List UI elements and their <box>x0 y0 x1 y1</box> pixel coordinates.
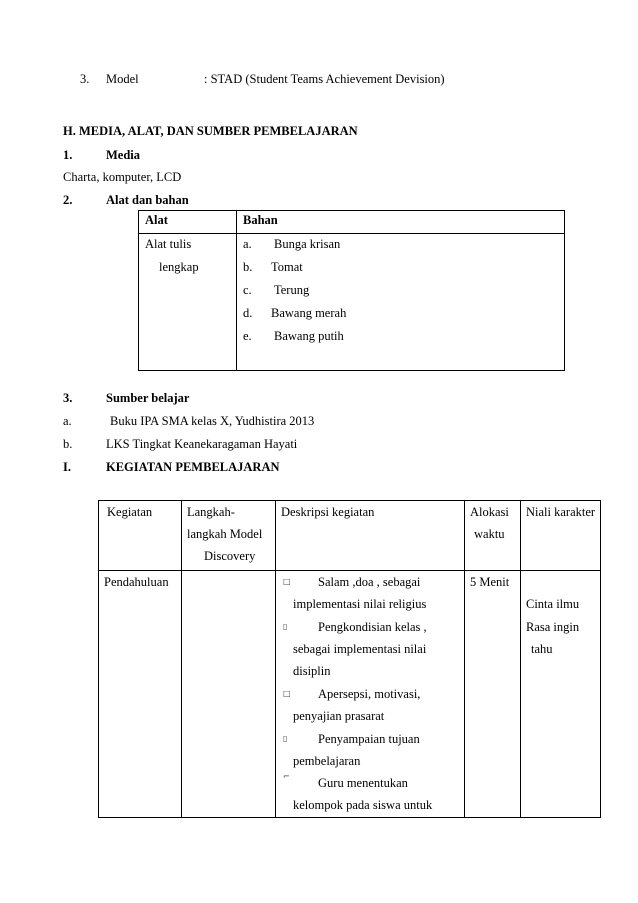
header-deskripsi: Deskripsi kegiatan <box>281 505 375 519</box>
deskripsi-line: kelompok pada siswa untuk <box>293 798 433 812</box>
bahan-item-text: Bawang merah <box>271 306 347 320</box>
sumber-label: Sumber belajar <box>106 391 190 405</box>
bahan-item-letter: b. <box>243 260 253 274</box>
alat-cell-line-2: lengkap <box>159 260 199 274</box>
bahan-item-letter: e. <box>243 329 252 343</box>
sumber-item-letter: b. <box>63 437 73 451</box>
bahan-item-letter: a. <box>243 237 252 251</box>
alat-header: Alat <box>145 213 168 227</box>
deskripsi-line: sebagai implementasi nilai <box>293 642 427 656</box>
deskripsi-line: Guru menentukan <box>318 776 408 790</box>
model-label: Model <box>106 72 139 86</box>
alat-label: Alat dan bahan <box>106 193 189 207</box>
media-number: 1. <box>63 148 73 162</box>
header-langkah-line-3: Discovery <box>204 549 256 563</box>
bahan-item-text: Terung <box>274 283 310 297</box>
row-nilai-line-3: tahu <box>531 642 553 656</box>
checkbox-bullet-icon: □ <box>283 689 291 698</box>
header-nilai: Niali karakter <box>526 505 596 519</box>
model-value: : STAD (Student Teams Achievement Devision) <box>204 72 445 86</box>
alat-number: 2. <box>63 193 73 207</box>
checkbox-bullet-icon: ⌐ <box>283 772 290 781</box>
model-number: 3. <box>80 72 90 86</box>
bahan-item-text: Bunga krisan <box>274 237 341 251</box>
header-alokasi-line-2: waktu <box>474 527 505 541</box>
row-kegiatan: Pendahuluan <box>104 575 169 589</box>
deskripsi-line: Penyampaian tujuan <box>318 732 420 746</box>
sumber-item-text: LKS Tingkat Keanekaragaman Hayati <box>106 437 298 451</box>
bahan-header: Bahan <box>243 213 278 227</box>
deskripsi-line: disiplin <box>293 664 331 678</box>
header-kegiatan: Kegiatan <box>107 505 153 519</box>
checkbox-bullet-icon: □ <box>283 577 291 586</box>
deskripsi-line: penyajian prasarat <box>293 709 385 723</box>
checkbox-bullet-icon: ▯ <box>283 622 288 631</box>
deskripsi-line: implementasi nilai religius <box>293 597 427 611</box>
bahan-item-letter: d. <box>243 306 253 320</box>
section-i-label: KEGIATAN PEMBELAJARAN <box>106 460 280 474</box>
bahan-item-text: Bawang putih <box>274 329 344 343</box>
header-langkah-line-1: Langkah- <box>187 505 235 519</box>
section-i-number: I. <box>63 460 71 474</box>
deskripsi-line: pembelajaran <box>293 754 361 768</box>
bahan-item-letter: c. <box>243 283 252 297</box>
header-alokasi-line-1: Alokasi <box>470 505 509 519</box>
section-h-heading: H. MEDIA, ALAT, DAN SUMBER PEMBELAJARAN <box>63 124 358 138</box>
sumber-item-text: Buku IPA SMA kelas X, Yudhistira 2013 <box>110 414 315 428</box>
sumber-number: 3. <box>63 391 73 405</box>
row-alokasi: 5 Menit <box>470 575 510 589</box>
row-nilai-line-1: Cinta ilmu <box>526 597 580 611</box>
media-text: Charta, komputer, LCD <box>63 170 182 184</box>
media-label: Media <box>106 148 141 162</box>
deskripsi-line: Pengkondisian kelas , <box>318 620 427 634</box>
header-langkah-line-2: langkah Model <box>187 527 263 541</box>
deskripsi-line: Salam ,doa , sebagai <box>318 575 421 589</box>
sumber-item-letter: a. <box>63 414 72 428</box>
bahan-item-text: Tomat <box>271 260 303 274</box>
row-nilai-line-2: Rasa ingin <box>526 620 580 634</box>
alat-cell-line-1: Alat tulis <box>145 237 192 251</box>
deskripsi-line: Apersepsi, motivasi, <box>318 687 421 701</box>
checkbox-bullet-icon: ▯ <box>283 734 288 743</box>
